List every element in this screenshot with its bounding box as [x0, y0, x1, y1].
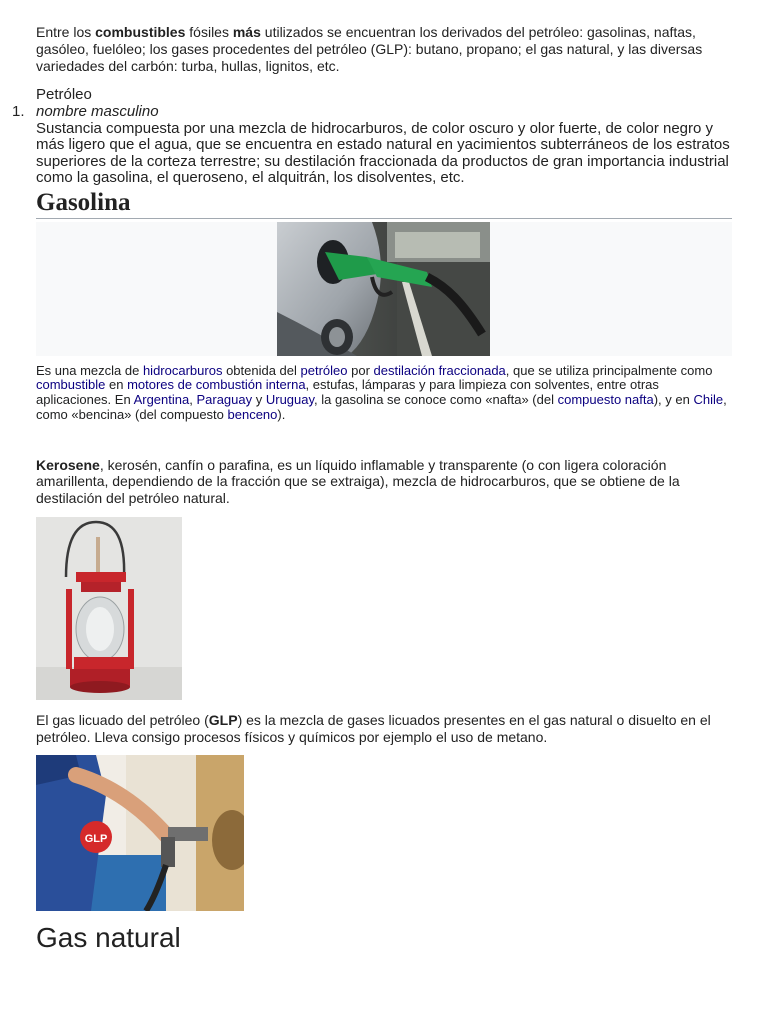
gasolina-text: , que se utiliza principalmente como	[505, 362, 713, 378]
gasolina-text: ,	[189, 392, 197, 408]
gasolina-figure	[36, 222, 732, 356]
link-chile[interactable]: Chile	[693, 392, 724, 408]
gasolina-text: Es una mezcla de	[36, 362, 143, 378]
gasolina-text: , estufas, lámparas y para limpieza con solventes, entre otras aplicaciones. En	[36, 377, 659, 408]
intro-text: Entre los	[36, 24, 96, 40]
gasolina-paragraph	[36, 364, 732, 423]
kerosene-lamp-photo	[36, 517, 182, 700]
link-uruguay[interactable]: Uruguay	[265, 392, 315, 408]
definition-list	[12, 103, 732, 187]
intro-text: fósiles	[185, 24, 233, 40]
link-destilacion-fraccionada[interactable]: destilación fraccionada	[373, 362, 506, 378]
gasolina-text: ).	[277, 406, 286, 422]
definition-number: 1.	[12, 103, 25, 120]
gasolina-text: ), y en	[653, 392, 694, 408]
gasolina-text: obtenida del	[222, 362, 301, 378]
link-paraguay[interactable]: Paraguay	[196, 392, 253, 408]
definition-text: Sustancia compuesta por una mezcla de hidrocarburos, de color oscuro y olor fuerte, de color negro y más ligero que el agua, que se encuentra en estado natural en yacimientos subterráneos de los estratos superiores de la corteza terrestre; su destilación fraccionada da productos de gran importancia industrial como la gasolina, el queroseno, el alquitrán, los disolventes, etc.	[36, 119, 730, 186]
link-hidrocarburos[interactable]: hidrocarburos	[142, 362, 223, 378]
glp-text: El gas licuado del petróleo (	[36, 712, 209, 729]
glp-bold: GLP	[208, 712, 238, 729]
gasolina-text: y	[252, 392, 266, 408]
link-benceno[interactable]: benceno	[227, 406, 278, 422]
definition-grammar: nombre masculino	[36, 103, 159, 120]
link-petroleo[interactable]: petróleo	[300, 362, 348, 378]
definition-headword: Petróleo	[36, 86, 92, 103]
glp-sign-text: GLP	[84, 833, 108, 846]
intro-paragraph	[36, 24, 732, 75]
intro-bold-mas: más	[232, 24, 261, 40]
link-argentina[interactable]: Argentina	[133, 392, 190, 408]
kerosene-text: , kerosén, canfín o parafina, es un líquido inflamable y transparente (o con ligera coloración amarillenta, dependiendo de la fracción que se extraiga), mezcla de hidrocarburos, que se obtiene de la destilación del petróleo natural.	[36, 456, 680, 506]
link-combustible[interactable]: combustible	[36, 377, 106, 393]
gasolina-text: , la gasolina se conoce como «nafta» (del	[314, 392, 558, 408]
link-compuesto-nafta[interactable]: compuesto nafta	[557, 392, 654, 408]
gasolina-text: por	[347, 362, 374, 378]
glp-paragraph	[36, 712, 732, 745]
document-page	[12, 24, 732, 955]
kerosene-bold: Kerosene	[36, 456, 100, 473]
link-motores-combustion-interna[interactable]: motores de combustión interna	[127, 377, 306, 393]
fuel-pump-photo	[277, 222, 490, 356]
gasolina-text: en	[105, 377, 128, 393]
intro-text: utilizados se encuentran los derivados del petróleo: gasolinas, naftas, gasóleo, fuelóleo; los gases procedentes del petróleo (GLP): butano, propano; el gas natural, y las diversas variedades del carbón: turba, hullas, lignitos, etc.	[36, 24, 703, 74]
definition-item	[12, 103, 732, 187]
section-title-gasolina: Gasolina	[36, 189, 732, 219]
kerosene-paragraph	[36, 457, 732, 507]
glp-refuel-photo	[36, 755, 244, 911]
intro-bold-combustibles: combustibles	[95, 24, 186, 40]
gasolina-text: , como «bencina» (del compuesto	[36, 392, 727, 422]
glp-text: ) es la mezcla de gases licuados presentes en el gas natural o disuelto en el petróleo. Lleva consigo procesos físicos y químicos por ejemplo el uso de metano.	[36, 712, 711, 745]
section-title-gas-natural: Gas natural	[36, 922, 181, 954]
